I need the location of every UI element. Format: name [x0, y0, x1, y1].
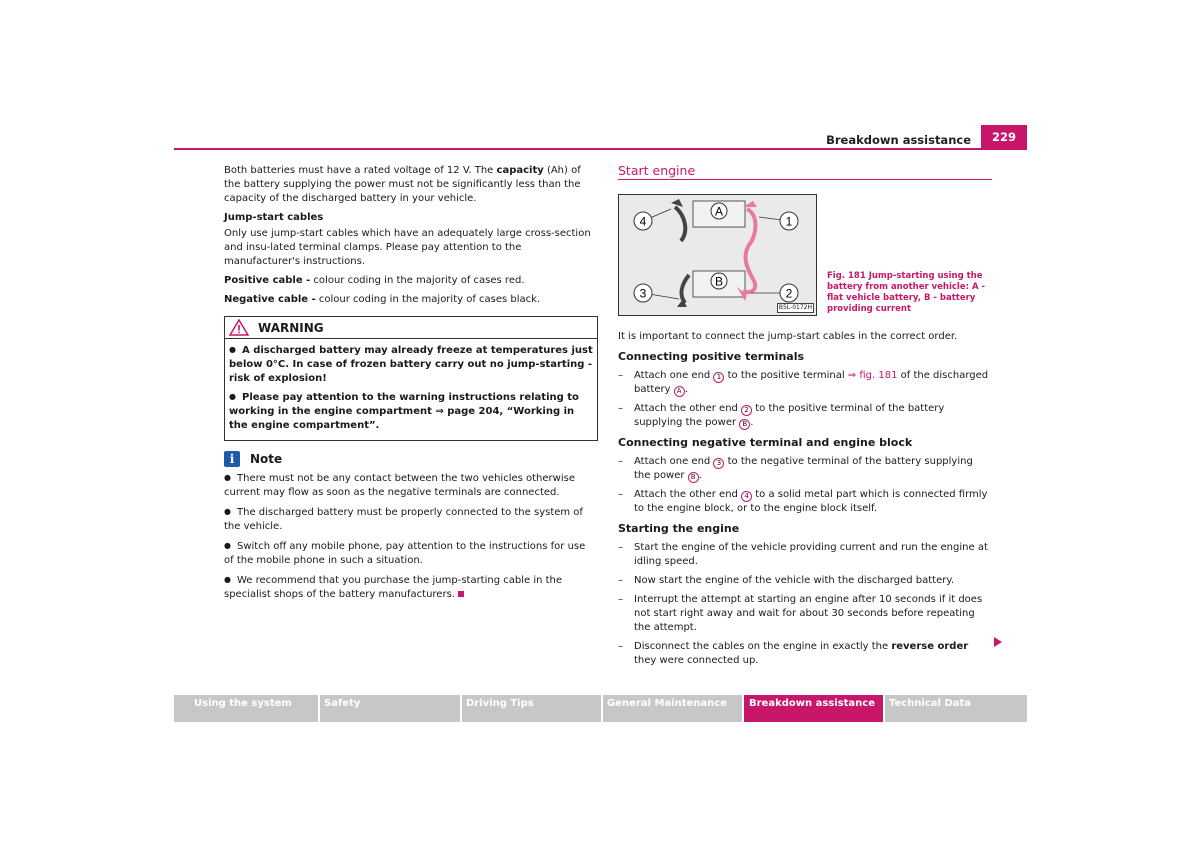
- negative-subheading: Connecting negative terminal and engine block: [618, 436, 913, 449]
- circled-2: 2: [741, 405, 752, 416]
- battery-b-label: B: [714, 274, 724, 289]
- callout-1-label: 1: [785, 214, 793, 229]
- warning-header: [225, 317, 597, 339]
- note-title: Note: [250, 452, 283, 466]
- step-item: – Attach one end 1 to the positive terminal ⇒ fig. 181 of the discharged battery A .: [618, 370, 989, 395]
- circled-b: B: [688, 472, 699, 483]
- starting-subheading: Starting the engine: [618, 522, 740, 535]
- positive-subheading: Connecting positive terminals: [618, 350, 805, 363]
- nav-tab-technical-data[interactable]: Technical Data: [885, 695, 1027, 722]
- nav-tab-using-the-system[interactable]: Using the system: [174, 695, 318, 722]
- bullet-icon: ●: [224, 541, 231, 550]
- intro-paragraph: Both batteries must have a rated voltage of 12 V. The capacity (Ah) of the battery supplying the power must not be significantly less than the capacity of the discharged battery in your vehicle.: [224, 165, 581, 204]
- battery-a-label: A: [714, 204, 724, 219]
- circled-3: 3: [713, 458, 724, 469]
- step-item: – Attach the other end 2 to the positive terminal of the battery supplying the power B .: [618, 403, 945, 428]
- end-of-section-icon: [458, 591, 464, 597]
- next-page-arrow-icon[interactable]: [994, 637, 1002, 647]
- warning-triangle-icon: [229, 319, 249, 336]
- circled-b: B: [739, 419, 750, 430]
- figure-code: B5L-0172H: [778, 304, 812, 311]
- footer-nav: [174, 695, 1027, 722]
- cables-paragraph: Only use jump-start cables which have an adequately large cross-section and insu-lated terminal clamps. Please pay attention to the manufacturer's instructions.: [224, 228, 591, 267]
- circled-a: A: [674, 386, 685, 397]
- figure-link[interactable]: ⇒ fig. 181: [847, 370, 898, 381]
- cables-subheading: Jump-start cables: [224, 212, 324, 223]
- warning-title: WARNING: [258, 320, 324, 335]
- circled-4: 4: [741, 491, 752, 502]
- right-column: [618, 164, 992, 673]
- negative-cable-paragraph: Negative cable - colour coding in the majority of cases black.: [224, 294, 541, 305]
- page-header-title: Breakdown assistance: [826, 133, 971, 147]
- nav-tab-general-maintenance[interactable]: General Maintenance: [603, 695, 742, 722]
- nav-tab-safety[interactable]: Safety: [320, 695, 460, 722]
- callout-4-label: 4: [639, 214, 647, 229]
- figure-row: [618, 194, 992, 316]
- note-item: ● The discharged battery must be properly connected to the system of the vehicle.: [224, 507, 583, 532]
- callout-3-label: 3: [639, 286, 647, 301]
- step-item: – Now start the engine of the vehicle with the discharged battery.: [618, 575, 954, 586]
- step-item: – Attach one end 3 to the negative terminal of the battery supplying the power B .: [618, 456, 973, 481]
- nav-tab-breakdown-assistance[interactable]: Breakdown assistance: [744, 695, 883, 722]
- bullet-icon: ●: [229, 392, 236, 401]
- section-title: Start engine: [618, 164, 992, 180]
- right-intro: It is important to connect the jump-start cables in the correct order.: [618, 331, 958, 342]
- note-item: ● There must not be any contact between the two vehicles otherwise current may flow as soon as the negative terminals are connected.: [224, 473, 575, 498]
- negative-cable: [675, 207, 689, 303]
- note-item: ● We recommend that you purchase the jump-starting cable in the specialist shops of the battery manufacturers.: [224, 575, 563, 600]
- positive-cable-paragraph: Positive cable - colour coding in the majority of cases red.: [224, 275, 525, 286]
- page-number: 229: [981, 125, 1027, 149]
- step-item: – Interrupt the attempt at starting an engine after 10 seconds if it does not start right away and wait for about 30 seconds before repeating the attempt.: [618, 594, 983, 633]
- circled-1: 1: [713, 372, 724, 383]
- warning-box: [224, 316, 598, 441]
- bullet-icon: ●: [224, 473, 231, 482]
- callout-2-label: 2: [785, 286, 793, 301]
- note-item: ● Switch off any mobile phone, pay attention to the instructions for use of the mobile phone in such a situation.: [224, 541, 586, 566]
- header-rule: [174, 148, 1027, 150]
- jump-start-figure: [618, 194, 817, 316]
- jump-start-illustration: [619, 195, 816, 315]
- bullet-icon: ●: [224, 507, 231, 516]
- warning-body: [225, 339, 597, 440]
- warning-item: ● A discharged battery may already freeze at temperatures just below 0°C. In case of frozen battery carry out no jump-starting - risk of explosion!: [229, 345, 593, 384]
- info-icon: i: [224, 451, 240, 467]
- note-header: [224, 451, 598, 467]
- bullet-icon: ●: [224, 575, 231, 584]
- warning-item: ● Please pay attention to the warning instructions relating to working in the engine compartment ⇒ page 204, “Working in the engine compartment”.: [229, 392, 579, 431]
- step-item: – Disconnect the cables on the engine in exactly the reverse order they were connected up.: [618, 641, 969, 666]
- step-item: – Attach the other end 4 to a solid metal part which is connected firmly to the engine block, or to the engine block itself.: [618, 489, 988, 514]
- bullet-icon: ●: [229, 345, 236, 354]
- figure-caption: Fig. 181 Jump-starting using the battery from another vehicle: A - flat vehicle battery, B - battery providing current: [827, 271, 986, 314]
- step-item: – Start the engine of the vehicle providing current and run the engine at idling speed.: [618, 542, 988, 567]
- negative-clamp-upper: [671, 199, 683, 207]
- nav-tab-driving-tips[interactable]: Driving Tips: [462, 695, 601, 722]
- left-column: [224, 164, 598, 607]
